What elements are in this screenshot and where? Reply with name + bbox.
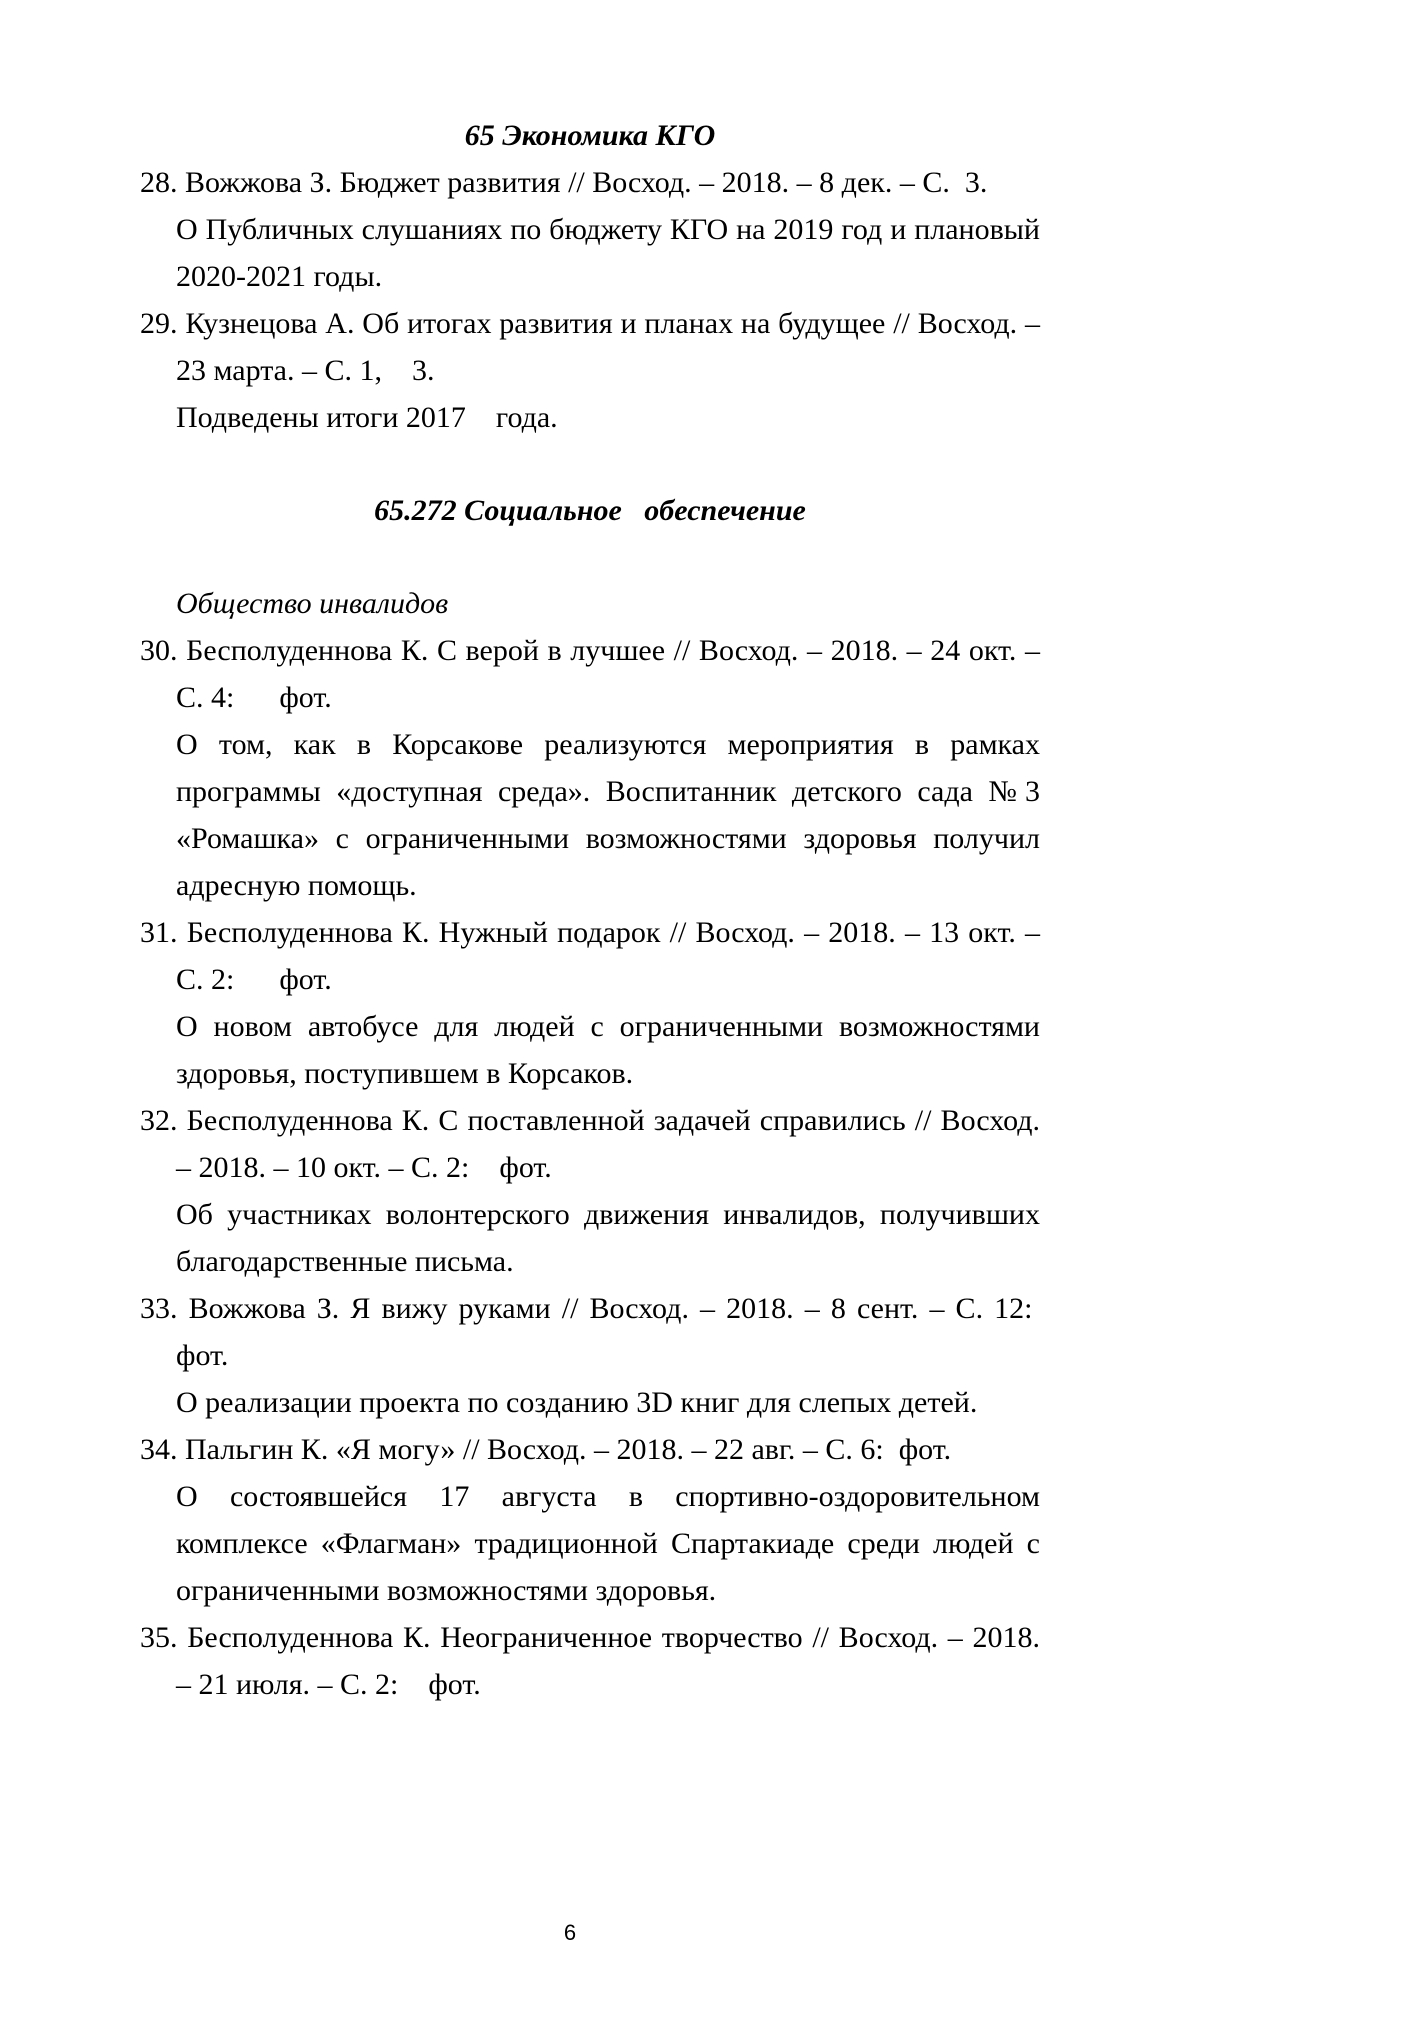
- entry-number: 31.: [140, 916, 178, 949]
- entry-annotation: О состоявшейся 17 августа в спортивно-оздоровительном комплексе «Флагман» традиционной Спартакиаде среди людей с ограниченными возможностями здоровья.: [176, 1480, 1040, 1607]
- entry-annotation: О новом автобусе для людей с ограниченными возможностями здоровья, поступившем в Корсаков.: [176, 1010, 1040, 1090]
- bibliography-entry-29: [140, 300, 1040, 441]
- bibliography-entry-31: [140, 909, 1040, 1097]
- bibliography-entry-28: [140, 159, 1040, 300]
- entry-number: 29.: [140, 307, 178, 340]
- entry-citation: [140, 909, 1041, 1003]
- entry-annotation: Об участниках волонтерского движения инвалидов, получивших благодарственные письма.: [176, 1198, 1040, 1278]
- entry-citation: [140, 1097, 1040, 1191]
- entry-citation-text: Бесполуденнова К. Нужный подарок // Восход. – 2018. – 13 окт. – С. 2: фот.: [176, 916, 1041, 996]
- bibliography-entry-35: [140, 1614, 1040, 1708]
- entry-citation-text: Кузнецова А. Об итогах развития и планах на будущее // Восход. – 23 марта. – С. 1, 3.: [176, 307, 1040, 387]
- entry-citation: [140, 627, 1041, 721]
- bibliography-entry-32: [140, 1097, 1040, 1285]
- entry-number: 32.: [140, 1104, 178, 1137]
- entry-citation-text: Бесполуденнова К. С поставленной задачей справились // Восход. – 2018. – 10 окт. – С. 2: фот.: [176, 1104, 1040, 1184]
- entry-citation: [140, 1285, 1041, 1379]
- section-heading-economy: 65 Экономика КГО: [464, 119, 716, 152]
- entry-citation: [140, 159, 1040, 206]
- bibliography-entry-30: [140, 627, 1040, 909]
- entry-citation-text: Вожжова З. Бюджет развития // Восход. – 2018. – 8 дек. – С. 3.: [185, 166, 988, 199]
- entry-number: 34.: [140, 1433, 178, 1466]
- entry-number: 30.: [140, 634, 178, 667]
- subsection-heading-disabled-society: Общество инвалидов: [176, 587, 449, 620]
- entry-citation: [140, 300, 1040, 394]
- entry-annotation: О том, как в Корсакове реализуются мероприятия в рамках программы «доступная среда». Воспитанник детского сада №3 «Ромашка» с ограниченными возможностями здоровья получил адресную помощь.: [176, 728, 1040, 902]
- entry-citation: [140, 1426, 1040, 1473]
- entry-citation-text: Вожжова З. Я вижу руками // Восход. – 2018. – 8 сент. – С. 12: фот.: [176, 1292, 1041, 1372]
- entry-citation-text: Бесполуденнова К. Неограниченное творчество // Восход. – 2018. – 21 июля. – С. 2: фот.: [176, 1621, 1040, 1701]
- document-content: [140, 112, 1040, 1708]
- entry-number: 35.: [140, 1621, 178, 1654]
- entry-citation-text: Пальгин К. «Я могу» // Восход. – 2018. – 22 авг. – С. 6: фот.: [185, 1433, 952, 1466]
- bibliography-entry-34: [140, 1426, 1040, 1614]
- page-number: 6: [563, 1920, 577, 1945]
- entry-citation: [140, 1614, 1040, 1708]
- bibliography-entry-33: [140, 1285, 1040, 1426]
- entry-citation-text: Бесполуденнова К. С верой в лучшее // Восход. – 2018. – 24 окт. – С. 4: фот.: [176, 634, 1041, 714]
- entry-annotation: О реализации проекта по созданию 3D книг для слепых детей.: [176, 1386, 978, 1419]
- entry-number: 33.: [140, 1292, 178, 1325]
- entry-annotation: Подведены итоги 2017 года.: [176, 401, 558, 434]
- entry-annotation: О Публичных слушаниях по бюджету КГО на 2019 год и плановый 2020-2021 годы.: [176, 213, 1040, 293]
- section-heading-social: 65.272 Социальное обеспечение: [374, 494, 806, 527]
- entry-number: 28.: [140, 166, 178, 199]
